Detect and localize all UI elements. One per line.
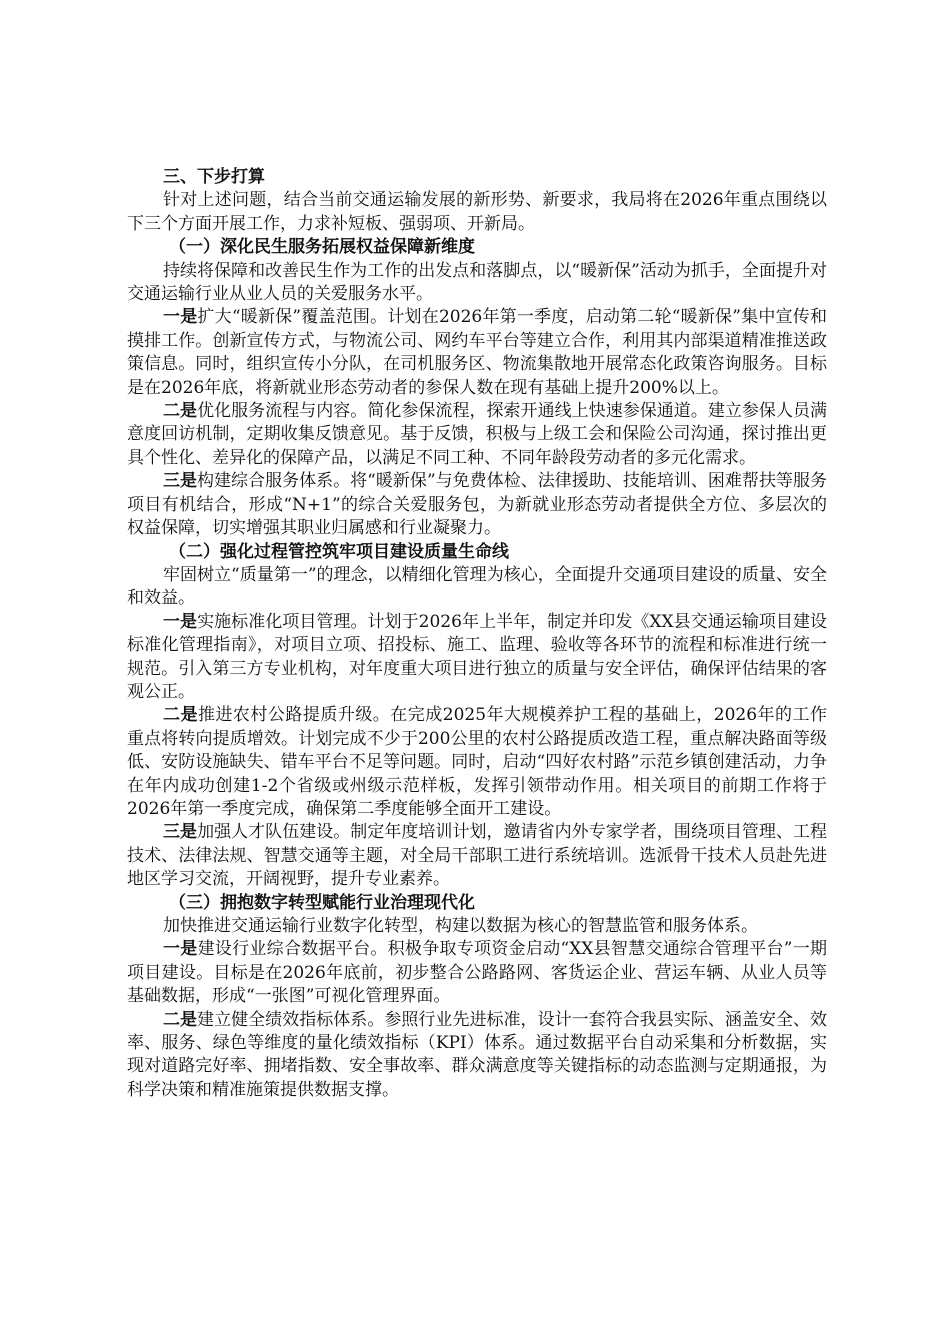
- item-text: 实施标准化项目管理。计划于2026年上半年，制定并印发《XX县交通运输项目建设标准化管理指南》，对项目立项、招投标、施工、监理、验收等各环节的流程和标准进行统一规范。引入第三方专业机构，对年度重大项目进行独立的质量与安全评估，确保评估结果的客观公正。: [127, 611, 828, 702]
- part-1-item-1: [127, 306, 827, 400]
- item-text: 建设行业综合数据平台。积极争取专项资金启动“XX县智慧交通综合管理平台”一期项目建设。目标是在2026年底前，初步整合公路路网、客货运企业、营运车辆、从业人员等基础数据，形成“一张图”可视化管理界面。: [127, 939, 827, 1007]
- item-lead: 二是: [163, 1009, 198, 1030]
- item-text: 加强人才队伍建设。制定年度培训计划，邀请省内外专家学者，围绕项目管理、工程技术、法律法规、智慧交通等主题，对全局干部职工进行系统培训。选派骨干技术人员赴先进地区学习交流，开阔视野，提升专业素养。: [127, 822, 828, 890]
- document-page: [127, 166, 827, 1102]
- item-text: 推进农村公路提质升级。在完成2025年大规模养护工程的基础上，2026年的工作重点将转向提质增效。计划完成不少于200公里的农村公路提质改造工程，重点解决路面等级低、安防设施缺失、错车平台不足等问题。同时，启动“四好农村路”示范乡镇创建活动，力争在年内成功创建1-2个省级或州级示范样板，发挥引领带动作用。相关项目的前期工作将于2026年第一季度完成，确保第二季度能够全面开工建设。: [127, 705, 827, 819]
- item-text: 建立健全绩效指标体系。参照行业先进标准，设计一套符合我县实际、涵盖安全、效率、服务、绿色等维度的量化绩效指标（KPI）体系。通过数据平台自动采集和分析数据，实现对道路完好率、拥堵指数、安全事故率、群众满意度等关键指标的动态监测与定期通报，为科学决策和精准施策提供数据支撑。: [127, 1009, 828, 1100]
- item-text: 构建综合服务体系。将“暖新保”与免费体检、法律援助、技能培训、困难帮扶等服务项目有机结合，形成“N+1”的综合关爱服务包，为新就业形态劳动者提供全方位、多层次的权益保障，切实增强其职业归属感和行业凝聚力。: [127, 471, 827, 539]
- item-lead: 一是: [163, 939, 198, 960]
- part-2-heading: （二）强化过程管控筑牢项目建设质量生命线: [169, 541, 509, 562]
- part-1-heading: （一）深化民生服务拓展权益保障新维度: [169, 237, 475, 258]
- part-3-item-2: [127, 1009, 827, 1103]
- part-1-intro: 持续将保障和改善民生作为工作的出发点和落脚点，以“暖新保”活动为抓手，全面提升对交通运输行业从业人员的关爱服务水平。: [127, 260, 827, 305]
- part-3-intro: 加快推进交通运输行业数字化转型，构建以数据为核心的智慧监管和服务体系。: [163, 916, 758, 936]
- item-lead: 一是: [163, 307, 198, 328]
- part-1-item-2: [127, 400, 827, 470]
- part-1-item-3: [127, 470, 827, 540]
- part-3-heading: （三）拥抱数字转型赋能行业治理现代化: [169, 892, 475, 913]
- item-lead: 二是: [163, 705, 198, 726]
- part-2-item-2: [127, 704, 827, 821]
- item-lead: 三是: [163, 822, 198, 843]
- part-3-item-1: [127, 938, 827, 1008]
- item-lead: 二是: [163, 401, 198, 422]
- item-text: 优化服务流程与内容。简化参保流程，探索开通线上快速参保通道。建立参保人员满意度回访机制，定期收集反馈意见。基于反馈，积极与上级工会和保险公司沟通，探讨推出更具个性化、差异化的保障产品，以满足不同工种、不同年龄段劳动者的多元化需求。: [127, 401, 828, 468]
- part-2-item-1: [127, 611, 827, 705]
- part-2-item-3: [127, 821, 827, 891]
- section-title: 三、下步打算: [163, 167, 265, 187]
- item-lead: 一是: [163, 611, 198, 632]
- section-intro: 针对上述问题，结合当前交通运输发展的新形势、新要求，我局将在2026年重点围绕以下三个方面开展工作，力求补短板、强弱项、开新局。: [127, 190, 827, 234]
- item-lead: 三是: [163, 471, 198, 492]
- part-2-intro: 牢固树立“质量第一”的理念，以精细化管理为核心，全面提升交通项目建设的质量、安全和效益。: [127, 564, 827, 609]
- item-text: 扩大“暖新保”覆盖范围。计划在2026年第一季度，启动第二轮“暖新保”集中宣传和摸排工作。创新宣传方式，与物流公司、网约车平台等建立合作，利用其内部渠道精准推送政策信息。同时，组织宣传小分队，在司机服务区、物流集散地开展常态化政策咨询服务。目标是在2026年底，将新就业形态劳动者的参保人数在现有基础上提升200%以上。: [127, 307, 827, 398]
